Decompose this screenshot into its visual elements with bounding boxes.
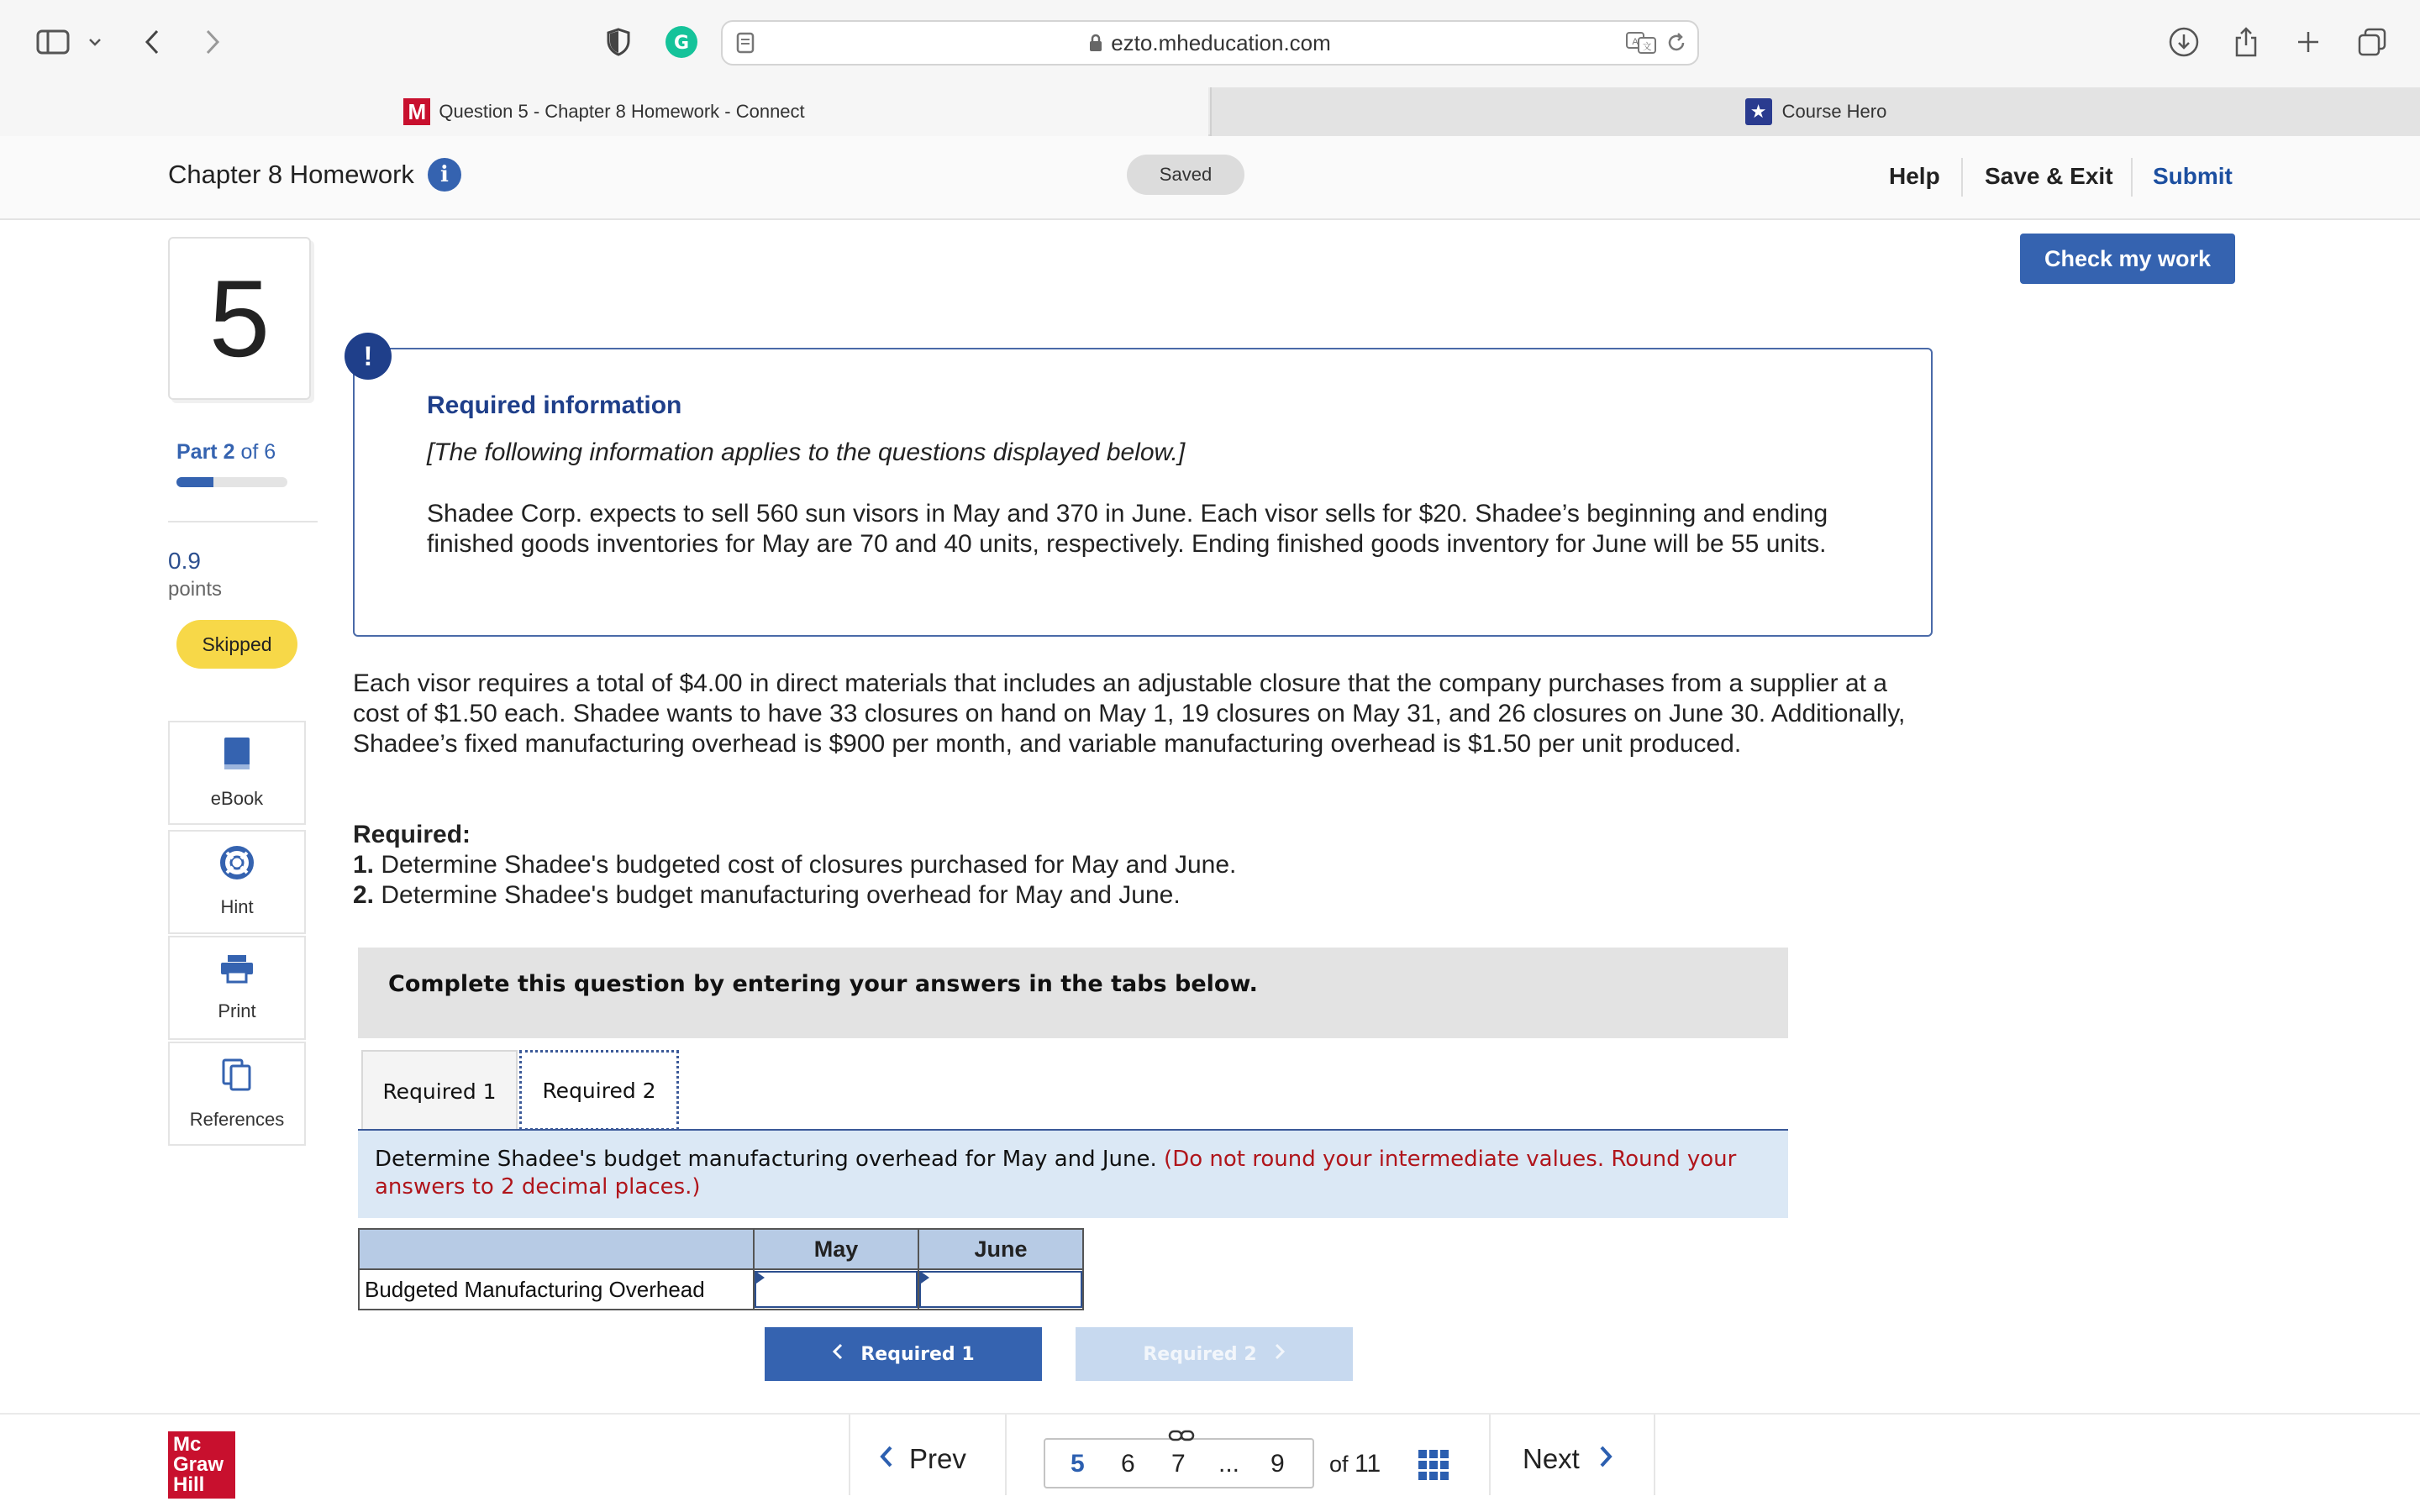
tab-instructions-text [375,1146,1770,1201]
input-flag-icon [921,1272,929,1284]
page-link[interactable]: 6 [1121,1450,1135,1478]
tab-label: Question 5 - Chapter 8 Homework - Connect [439,101,805,122]
instruction-rounding-note: (Do not round your intermediate values. Round your answers to 2 decimal places.) [375,1147,1737,1200]
next-tab-button[interactable] [1076,1327,1353,1381]
references-label: References [189,1109,285,1130]
question-paragraph: Each visor requires a total of $4.00 in direct materials that includes an adjustable closure that the company purchases from a supplier at a cost of $1.50 each. Shadee wants to have 33 closures on hand on May 1, 19 closures on May 31, and 26 closures on June 30. Additionally, Shadee’s fixed manufacturing overhead is $900 per month, and variable manufacturing overhead is $1.50 per unit produced. [353,669,1906,758]
page-total [1329,1450,1381,1478]
footer-separator [1005,1415,1007,1495]
june-overhead-input[interactable] [919,1271,1082,1308]
column-header-may: May [754,1229,918,1269]
mheducation-icon: M [403,98,430,125]
translate-icon[interactable] [1625,30,1659,60]
url-text: ezto.mheducation.com [1111,30,1331,55]
page-current[interactable]: 5 [1071,1450,1085,1478]
assignment-title-text: Chapter 8 Homework [168,160,414,189]
footer-separator [1654,1415,1655,1495]
tab-required-1[interactable]: Required 1 [361,1050,518,1131]
footer-separator [1489,1415,1491,1495]
info-icon[interactable]: i [428,158,461,192]
share-icon[interactable] [2230,22,2262,62]
alert-icon: ! [345,333,392,380]
svg-text:文: 文 [1642,42,1652,52]
browser-toolbar [0,0,2420,87]
required-information-title: Required information [427,391,682,419]
may-cell [754,1269,918,1310]
required-information-box [353,348,1933,637]
row-label: Budgeted Manufacturing Overhead [359,1269,754,1310]
reload-icon[interactable] [1665,32,1687,58]
points-label: points [168,578,223,601]
tab-overview-icon[interactable] [2354,22,2390,62]
question-number: 5 [168,237,311,400]
star-icon: ★ [1745,98,1772,125]
previous-tab-button[interactable] [765,1327,1042,1381]
required-item-text: Determine Shadee's budgeted cost of closures purchased for May and June. [374,851,1237,879]
required-item-number: 2. [353,881,375,909]
footer-separator [849,1415,850,1495]
copy-icon [220,1057,254,1097]
download-icon[interactable] [2166,22,2202,62]
next-question-button[interactable] [1523,1443,1613,1475]
logo-line: Graw [173,1453,224,1476]
back-icon[interactable] [139,22,165,62]
forward-icon[interactable] [200,22,225,62]
print-button[interactable] [168,936,306,1040]
required-item-number: 1. [353,851,375,879]
june-cell [918,1269,1083,1310]
chevron-right-icon [1274,1342,1286,1366]
complete-instructions-box [358,948,1788,1038]
column-header-june: June [918,1229,1083,1269]
check-my-work-button[interactable]: Check my work [2020,234,2235,284]
sidebar-toggle-icon[interactable] [34,22,72,62]
may-overhead-input[interactable] [755,1271,918,1308]
chevron-left-icon [879,1443,894,1475]
part-total: of 6 [240,440,276,464]
required-list [353,820,1865,911]
required-heading: Required: [353,821,471,848]
header-divider [2131,158,2133,197]
ebook-button[interactable] [168,721,306,825]
submit-button[interactable]: Submit [2153,163,2233,189]
required-information-body: Shadee Corp. expects to sell 560 sun visors in May and 370 in June. Each visor sells for $20. Shadee’s beginning and ending finished goods inventories for May are 70 and 40 units, respectively. Ending finished goods inventory for June will be 55 units. [427,500,1828,558]
page-ellipsis: ... [1218,1450,1240,1478]
required-item [353,880,1865,911]
hint-label: Hint [220,896,254,917]
mcgraw-hill-logo [168,1431,235,1499]
part-progress-fill [176,477,213,487]
lock-icon [1089,24,1102,66]
chevron-left-icon [832,1342,844,1366]
logo-line: Mc [173,1433,202,1456]
print-label: Print [218,1000,256,1021]
help-button[interactable]: Help [1889,163,1940,189]
address-bar[interactable] [721,20,1699,66]
tab-label: Course Hero [1781,101,1887,122]
chevron-right-icon [1598,1443,1613,1475]
rail-divider [168,521,318,522]
required-item-text: Determine Shadee's budget manufacturing overhead for May and June. [374,881,1181,909]
required-information-note: [The following information applies to the questions displayed below.] [427,438,1186,466]
required-item [353,850,1865,880]
logo-line: Hill [173,1473,205,1496]
svg-text:G: G [673,33,690,54]
book-icon [222,736,252,776]
next-label: Next [1523,1443,1580,1474]
next-tab-label: Required 2 [1143,1343,1257,1365]
footer-divider [0,1413,2420,1415]
tab-course-hero[interactable] [1210,87,2420,136]
prev-question-button[interactable] [879,1443,966,1475]
table-row [359,1269,1083,1310]
complete-instructions-text: Complete this question by entering your answers in the tabs below. [388,971,1258,997]
references-button[interactable] [168,1042,306,1146]
tab-connect[interactable] [0,87,1208,136]
save-exit-button[interactable]: Save & Exit [1985,163,2113,189]
saved-status-badge: Saved [1127,155,1244,195]
tab-required-2[interactable]: Required 2 [519,1050,679,1131]
shield-icon[interactable] [603,22,634,62]
header-divider [1961,158,1963,197]
new-tab-icon[interactable] [2292,22,2324,62]
question-grid-icon[interactable] [1418,1450,1449,1480]
previous-tab-label: Required 1 [860,1343,975,1365]
total-pages: 11 [1355,1450,1381,1478]
points-value: 0.9 [168,548,201,574]
page-link[interactable]: 7 [1171,1450,1186,1478]
link-icon [1168,1428,1195,1447]
question-pager [1044,1438,1314,1488]
chevron-down-icon[interactable] [84,22,106,62]
ebook-label: eBook [210,788,264,809]
lifebuoy-icon [220,846,254,885]
table-header-row [359,1229,1083,1269]
of-label: of [1329,1452,1349,1477]
table-header-blank [359,1229,754,1269]
hint-button[interactable] [168,830,306,934]
prev-label: Prev [909,1443,966,1474]
assignment-header [0,136,2420,220]
assignment-title [168,158,461,192]
skipped-badge: Skipped [176,620,297,669]
tab-instructions [358,1131,1788,1218]
svg-text:A: A [1632,37,1639,47]
part-indicator [176,440,276,465]
page-link[interactable]: 9 [1270,1450,1285,1478]
grammarly-icon[interactable] [664,22,699,62]
part-progress-bar [176,477,287,487]
printer-icon [219,953,255,989]
answer-table [358,1228,1084,1310]
input-flag-icon [756,1272,765,1284]
tab-bar [0,87,2420,136]
part-current: Part 2 [176,440,235,464]
instruction-main: Determine Shadee's budget manufacturing overhead for May and June. [375,1147,1157,1172]
